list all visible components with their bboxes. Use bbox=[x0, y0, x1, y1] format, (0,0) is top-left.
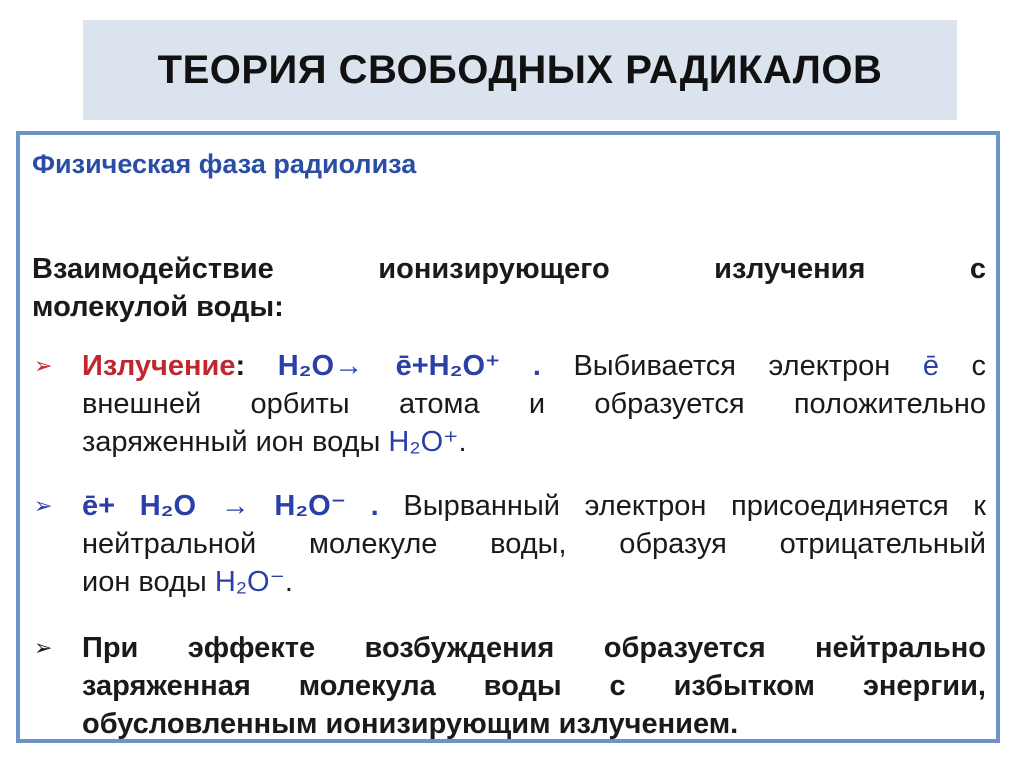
line3-text: ион воды bbox=[82, 566, 207, 598]
radiation-label: Излучение bbox=[82, 350, 236, 382]
bullet-arrow-icon: ➢ bbox=[34, 353, 53, 378]
bullet-ionization-line-2: внешней орбиты атома и образуется положительно bbox=[82, 388, 986, 420]
intro-paragraph bbox=[32, 250, 986, 326]
ionization-desc-start: Выбивается электрон bbox=[540, 350, 891, 382]
bullet-excitation-line-1: При эффекте возбуждения образуется нейтрально bbox=[82, 632, 986, 664]
bullet-excitation bbox=[32, 629, 986, 743]
ionization-formula: H₂O→ ē+H₂O⁺ . bbox=[277, 350, 541, 382]
line3-text: заряженный ион воды bbox=[82, 426, 381, 458]
bullet-ionization bbox=[32, 347, 986, 461]
bullet-capture-line-1 bbox=[82, 487, 986, 525]
intro-line-2: молекулой воды: bbox=[32, 291, 284, 323]
slide-title: ТЕОРИЯ СВОБОДНЫХ РАДИКАЛОВ bbox=[157, 47, 883, 92]
bullet-excitation-line-2: заряженная молекула воды с избытком энергии, bbox=[82, 670, 986, 702]
capture-desc-start: Вырванный электрон присоединяется к bbox=[378, 490, 986, 522]
line3-end: . bbox=[458, 426, 467, 458]
bullet-electron-capture bbox=[32, 487, 986, 601]
electron-symbol: ē bbox=[922, 350, 939, 382]
bullet-capture-line-3 bbox=[82, 563, 986, 601]
section-subtitle: Физическая фаза радиолиза bbox=[32, 149, 417, 179]
bullet-arrow-icon: ➢ bbox=[34, 635, 53, 660]
label-colon: : bbox=[235, 350, 246, 382]
bullet-ionization-line-1 bbox=[82, 347, 986, 385]
bullet-ionization-line-3 bbox=[82, 423, 986, 461]
ionization-desc-end: с bbox=[938, 350, 986, 382]
title-banner bbox=[83, 20, 957, 120]
bullet-capture-line-2: нейтральной молекуле воды, образуя отрицательный bbox=[82, 528, 986, 560]
bullet-excitation-text bbox=[82, 629, 986, 743]
content-panel bbox=[16, 131, 1000, 743]
bullet-arrow-icon: ➢ bbox=[34, 493, 53, 518]
intro-line-1: Взаимодействие ионизирующего излучения с bbox=[32, 253, 986, 285]
bullet-excitation-line-3: обусловленным ионизирующим излучением. bbox=[82, 708, 739, 740]
bullet-capture-text bbox=[82, 487, 986, 601]
negative-ion: H₂O⁻ bbox=[214, 566, 285, 598]
content-inner bbox=[32, 135, 986, 739]
line3-end: . bbox=[284, 566, 293, 598]
bullet-ionization-text bbox=[82, 347, 986, 461]
positive-ion: H₂O⁺ bbox=[388, 426, 459, 458]
capture-formula: ē+ H₂O → H₂O⁻ . bbox=[82, 490, 379, 522]
